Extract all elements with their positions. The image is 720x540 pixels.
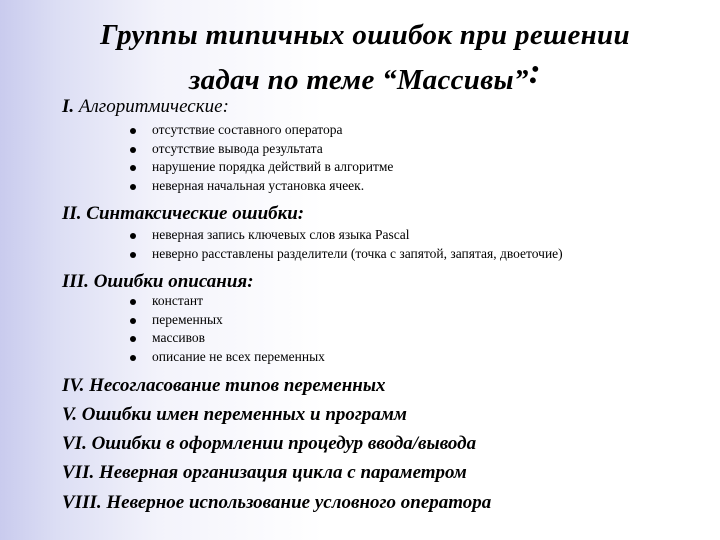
section-title: Синтаксические ошибки: — [86, 203, 305, 224]
list-item — [130, 245, 563, 264]
list-item-text: неверная начальная установка ячеек. — [152, 177, 365, 193]
list-item — [130, 158, 393, 177]
list-item-text: переменных — [152, 311, 223, 327]
list-item — [130, 121, 393, 140]
list-item — [130, 140, 393, 159]
bullet-icon — [130, 128, 136, 134]
list-item — [130, 292, 325, 311]
list-item — [130, 348, 325, 367]
heading-5: V. Ошибки имен переменных и программ — [62, 404, 407, 425]
slide-title — [0, 14, 720, 101]
title-line-1: Группы типичных ошибок при решении — [100, 19, 630, 51]
section-heading-1 — [62, 96, 229, 118]
list-item — [130, 177, 393, 196]
section-number: II. — [62, 203, 82, 224]
title-line-2 — [0, 51, 720, 101]
bullet-icon — [130, 147, 136, 153]
list-item-text: неверная запись ключевых слов языка Pascal — [152, 227, 410, 242]
section-title: Ошибки описания: — [93, 271, 254, 292]
list-item-text: отсутствие вывода результата — [152, 140, 323, 156]
section-heading-3 — [62, 271, 254, 293]
bullet-icon — [130, 184, 136, 190]
section-heading-2 — [62, 203, 304, 225]
list-item-text: отсутствие составного оператора — [152, 122, 343, 137]
list-item-text: констант — [152, 293, 204, 308]
section-suffix: : — [222, 96, 229, 117]
heading-6: VI. Ошибки в оформлении процедур ввода/вывода — [62, 433, 477, 454]
section-title: Алгоритмические — [78, 96, 223, 117]
bullet-icon — [130, 233, 136, 239]
section-number: I. — [62, 96, 75, 117]
heading-8: VIII. Неверное использование условного оператора — [62, 492, 492, 513]
bullet-icon — [130, 355, 136, 361]
bullet-icon — [130, 252, 136, 258]
list-item-text: описание не всех переменных — [152, 348, 325, 364]
bullet-icon — [130, 165, 136, 171]
list-item-text: неверно расставлены разделители (точка с запятой, запятая, двоеточие) — [152, 245, 563, 261]
list-item-text: массивов — [152, 330, 206, 346]
title-line-2-text: задач по теме “Массивы” — [188, 64, 529, 96]
section-2-list — [130, 226, 563, 263]
bullet-icon — [130, 299, 136, 305]
section-number: III. — [62, 271, 89, 292]
bullet-icon — [130, 336, 136, 342]
heading-7: VII. Неверная организация цикла с параметром — [62, 462, 467, 483]
list-item — [130, 226, 563, 245]
list-item — [130, 311, 325, 330]
section-3-list — [130, 292, 325, 366]
title-colon: : — [528, 51, 541, 91]
list-item-text: нарушение порядка действий в алгоритме — [152, 159, 394, 175]
heading-4: IV. Несогласование типов переменных — [62, 375, 386, 396]
section-1-list — [130, 121, 393, 195]
list-item — [130, 329, 325, 348]
bullet-icon — [130, 318, 136, 324]
